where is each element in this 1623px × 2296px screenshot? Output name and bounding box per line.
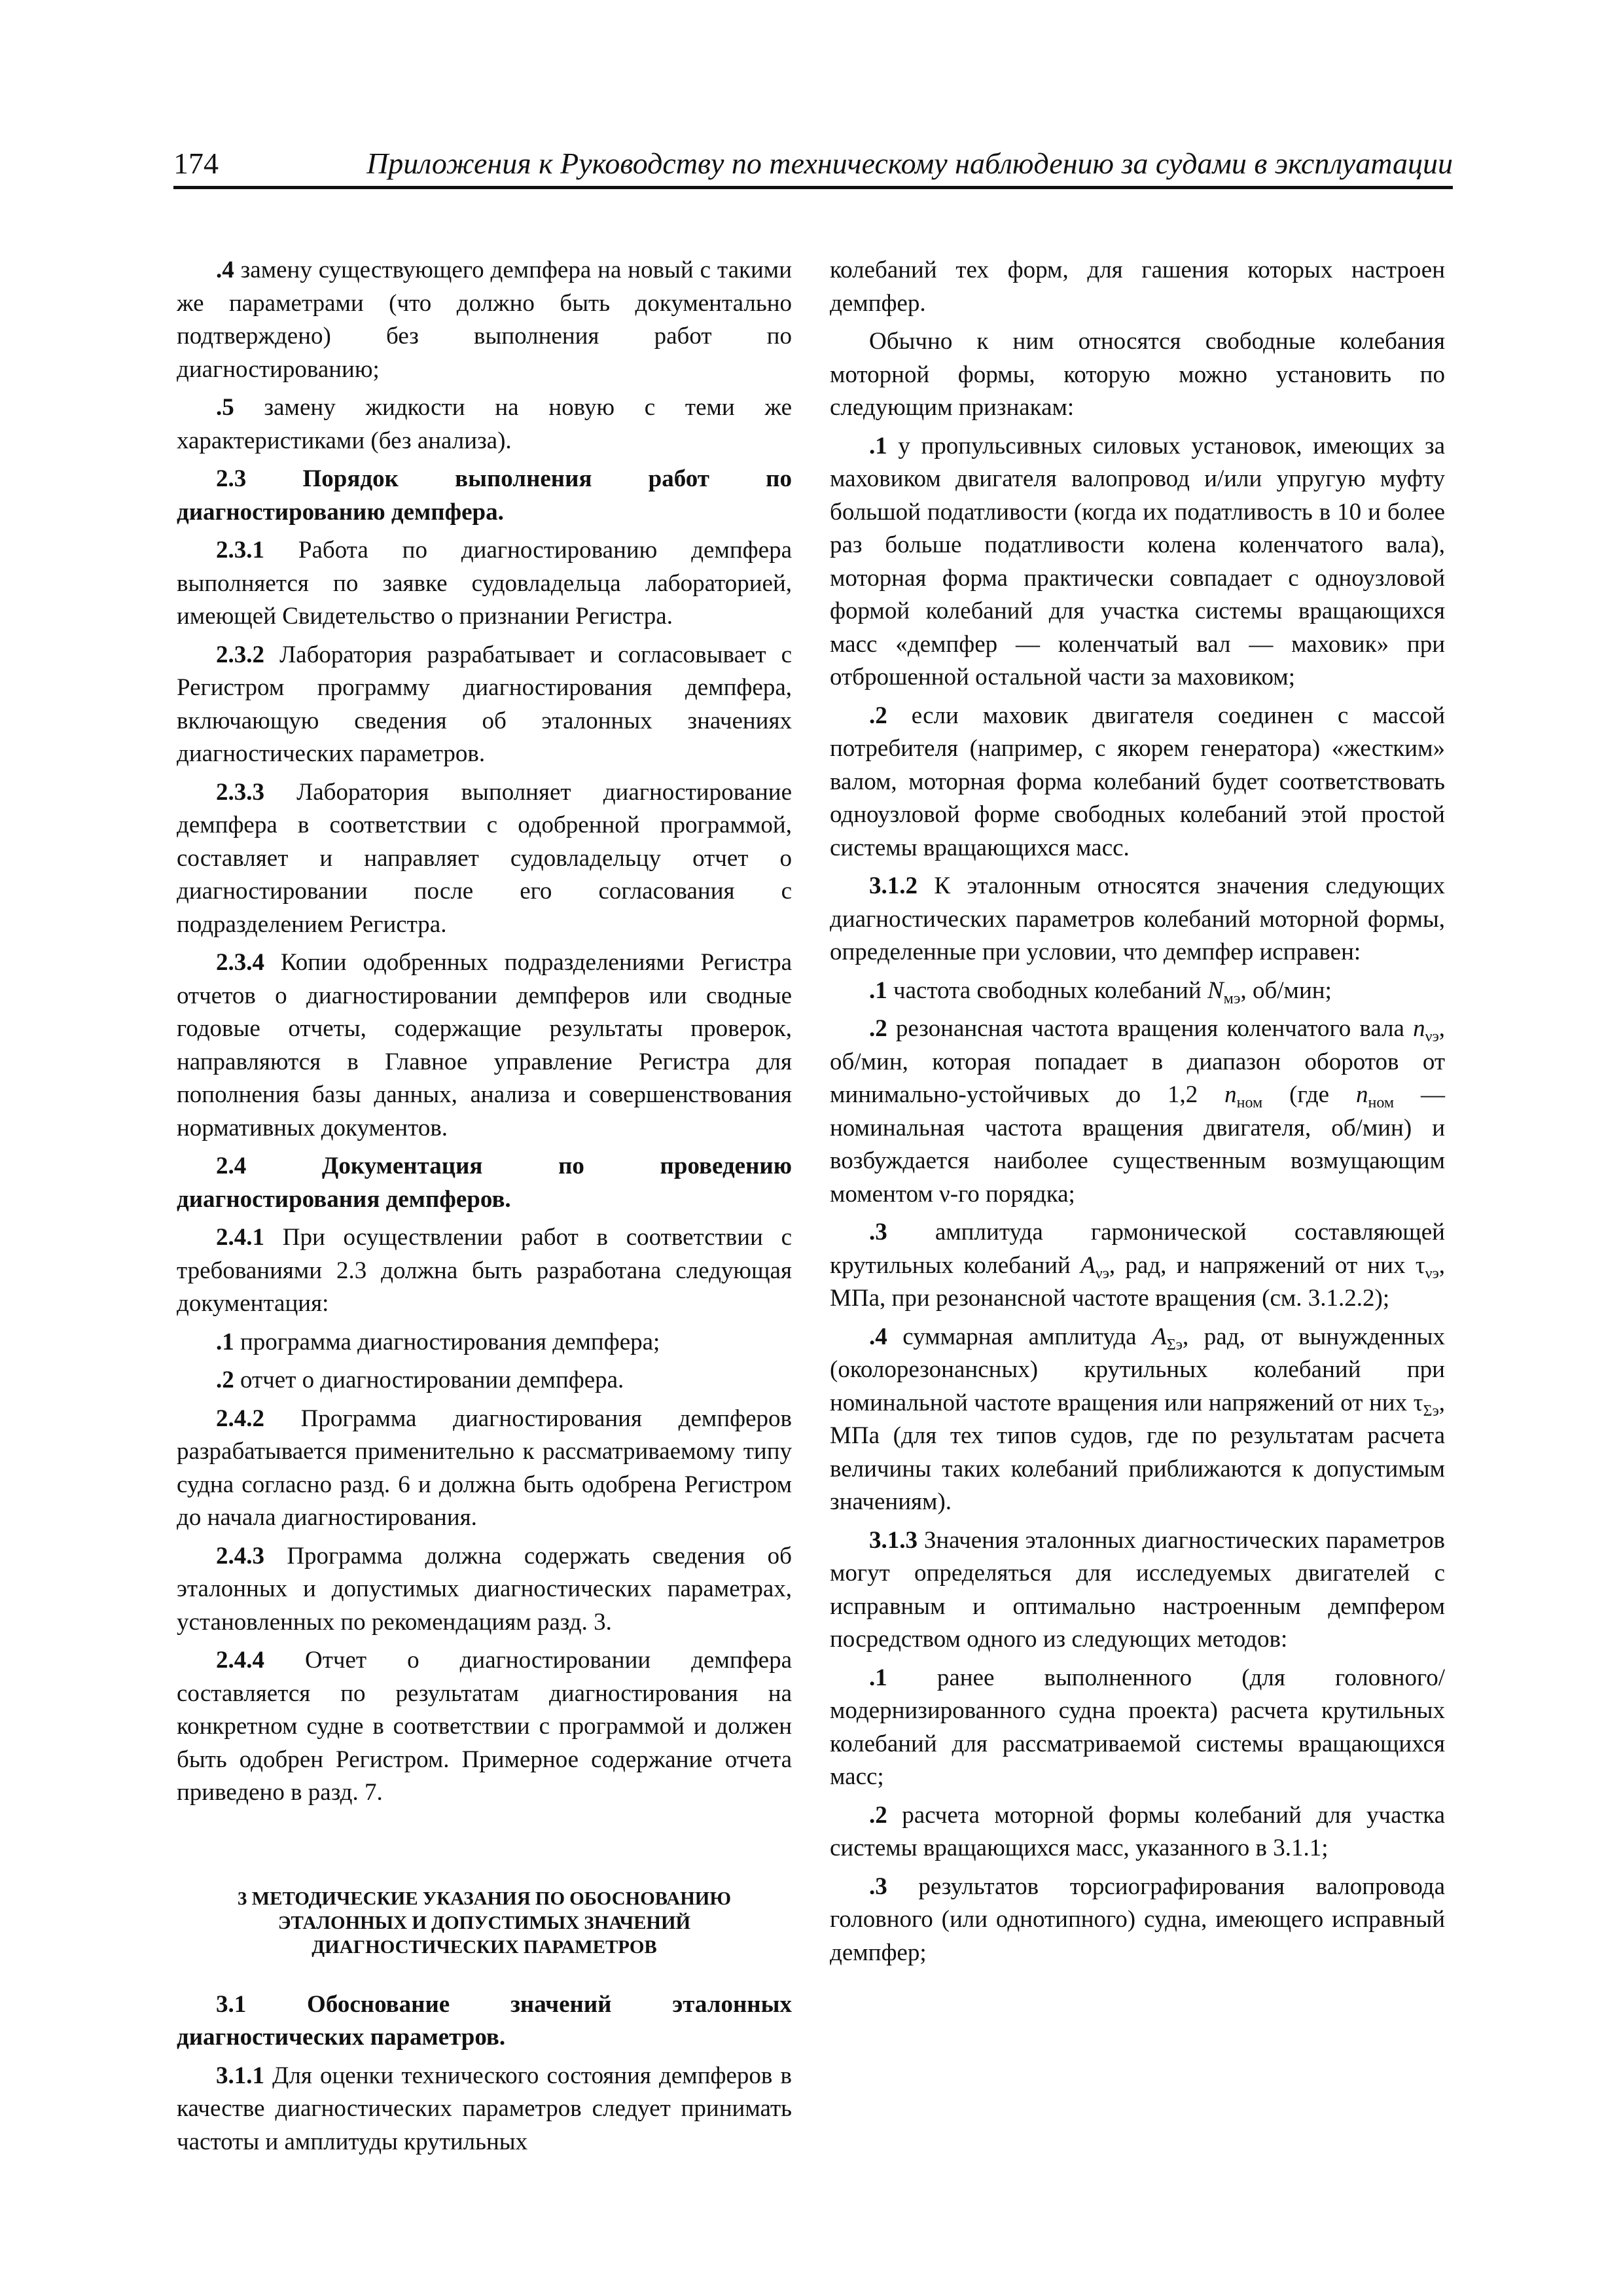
paragraph-text: Работа по диагностированию демпфера выполняется по заявке судовладельца лабораторией, имеющей Свидетельство о признании Регистра. <box>177 537 792 630</box>
clause-number: 3.1.1 <box>216 2062 264 2089</box>
paragraph-text: , об/мин, которая попадает в диапазон оборотов от минимально-устойчивых до 1,2 <box>830 1015 1445 1108</box>
symbol: A <box>1152 1323 1167 1350</box>
symbol-subscript: мэ <box>1223 990 1241 1007</box>
paragraph-text: Копии одобренных подразделениями Регистра отчетов о диагностировании демпферов или сводные годовые отчеты, содержащие результаты проверок, направляются в Главное управление Регистра для пополнения базы данных, анализа и совершенствования нормативных документов. <box>177 949 792 1141</box>
item-number: .3 <box>869 1219 887 1246</box>
paragraph <box>177 776 792 942</box>
paragraph-text: Программа диагностирования демпферов разрабатывается применительно к рассматриваемому типу судна согласно разд. 6 и должна быть одобрена Регистром до начала диагностирования. <box>177 1405 792 1531</box>
section-heading-line: ЭТАЛОННЫХ И ДОПУСТИМЫХ ЗНАЧЕНИЙ <box>277 1912 691 1933</box>
item-number: .4 <box>216 257 234 283</box>
list-item <box>830 1216 1445 1316</box>
paragraph-text: расчета моторной формы колебаний для участка системы вращающихся масс, указанного в 3.1.1; <box>830 1801 1445 1861</box>
clause-number: 3.1.2 <box>869 872 918 899</box>
item-number: .2 <box>869 702 887 729</box>
list-item <box>830 430 1445 694</box>
paragraph-text: Программа должна содержать сведения об эталонных и допустимых диагностических параметрах, установленных по рекомендациям разд. 3. <box>177 1542 792 1636</box>
item-number: .1 <box>869 977 887 1004</box>
item-number: .5 <box>216 394 234 421</box>
subsection-heading-2-4: 2.4 Документация по проведению диагностирования демпферов. <box>177 1153 792 1213</box>
list-item <box>830 1013 1445 1211</box>
clause-number: 2.3.3 <box>216 778 264 806</box>
right-column <box>830 254 1445 1975</box>
symbol-subscript: Σэ <box>1166 1336 1183 1354</box>
paragraph-text: , МПа (для тех типов судов, где по результатам расчета величины таких колебаний приближаются к допустимым значениям). <box>830 1389 1445 1515</box>
clause-number: 2.3.4 <box>216 949 264 976</box>
paragraph-text: Обычно к ним относятся свободные колебания моторной формы, которую можно установить по следующим признакам: <box>830 328 1445 421</box>
paragraph-text: резонансная частота вращения коленчатого вала <box>887 1015 1414 1042</box>
symbol-subscript: ном <box>1368 1094 1395 1111</box>
paragraph <box>177 1540 792 1640</box>
clause-number: 2.4.4 <box>216 1647 264 1674</box>
paragraph-text: , рад, от вынужденных (околорезонансных) крутильных колебаний при номинальной частоте вращения или напряжений от них τ <box>830 1323 1445 1416</box>
paragraph-text: замену жидкости на новую с теми же характеристиками (без анализа). <box>177 394 792 454</box>
paragraph-text: замену существующего демпфера на новый с такими же параметрами (что должно быть документально подтверждено) без выполнения работ по диагностированию; <box>177 257 792 383</box>
symbol-subscript: νэ <box>1095 1265 1109 1282</box>
paragraph-text: К эталонным относятся значения следующих диагностических параметров колебаний моторной формы, определенные при условии, что демпфер исправен: <box>830 872 1445 965</box>
paragraph-text: , МПа, при резонансной частоте вращения (см. 3.1.2.2); <box>830 1251 1445 1312</box>
paragraph-text: суммарная амплитуда <box>887 1323 1152 1350</box>
list-item <box>830 1871 1445 1970</box>
item-number: .1 <box>869 432 887 459</box>
paragraph-text: , рад, и напряжений от них τ <box>1109 1251 1425 1279</box>
paragraph-text: При осуществлении работ в соответствии с требованиями 2.3 должна быть разработана следующая документация: <box>177 1224 792 1317</box>
paragraph-text: амплитуда гармонической составляющей крутильных колебаний <box>830 1219 1445 1279</box>
page-number: 174 <box>173 147 219 180</box>
paragraph-text: Отчет о диагностировании демпфера составляется по результатам диагностирования на конкретном судне в соответствии с программой и должен быть одобрен Регистром. Примерное содержание отчета приведено в разд. 7. <box>177 1647 792 1806</box>
item-number: .1 <box>216 1328 234 1355</box>
paragraph-text: частота свободных колебаний <box>887 977 1207 1004</box>
list-item <box>830 1321 1445 1519</box>
section-heading-line: 3 МЕТОДИЧЕСКИЕ УКАЗАНИЯ ПО ОБОСНОВАНИЮ <box>238 1888 731 1909</box>
paragraph <box>177 254 792 386</box>
paragraph-text: Значения эталонных диагностических параметров могут определяться для исследуемых двигателей с исправным и оптимально настроенным демпфером посредством одного из следующих методов: <box>830 1526 1445 1653</box>
list-item <box>830 1662 1445 1794</box>
running-title: Приложения к Руководству по техническому наблюдению за судами в эксплуатации <box>366 147 1453 180</box>
item-number: .4 <box>869 1323 887 1350</box>
item-number: .2 <box>216 1367 234 1393</box>
list-item <box>830 1799 1445 1865</box>
paragraph-text: у пропульсивных силовых установок, имеющих за маховиком двигателя валопровод и/или упругую муфту большой податливости (когда их податливость в 10 и более раз больше податливости колена коленчатого вала), моторная форма практически совпадает с одноузловой формой колебаний для участка системы вращающихся масс «демпфер — коленчатый вал — маховик» при отброшенной остальной части за маховиком; <box>830 432 1445 691</box>
clause-number: 3.1.3 <box>869 1526 918 1554</box>
paragraph <box>177 1221 792 1321</box>
paragraph-text: Лаборатория разрабатывает и согласовывает с Регистром программу диагностирования демпфера, включающую сведения об эталонных значениях диагностических параметров. <box>177 641 792 767</box>
list-item <box>830 700 1445 865</box>
paragraph <box>830 1524 1445 1657</box>
item-number: .3 <box>869 1873 887 1900</box>
subsection-heading-2-3: 2.3 Порядок выполнения работ по диагностированию демпфера. <box>177 465 792 526</box>
paragraph-text: отчет о диагностировании демпфера. <box>234 1367 624 1393</box>
section-heading-line: ДИАГНОСТИЧЕСКИХ ПАРАМЕТРОВ <box>312 1936 657 1958</box>
list-item <box>830 975 1445 1008</box>
section-3-heading <box>177 1887 792 1960</box>
symbol-subscript: Σэ <box>1423 1402 1439 1420</box>
paragraph-text: колебаний тех форм, для гашения которых настроен демпфер. <box>830 257 1445 317</box>
paragraph-text: Лаборатория выполняет диагностирование демпфера в соответствии с одобренной программой, составляет и направляет судовладельцу отчет о диагностировании после его согласования с подразделением Регистра. <box>177 778 792 938</box>
symbol-subscript: νэ <box>1425 1028 1439 1045</box>
item-number: .2 <box>869 1801 887 1829</box>
paragraph-text: результатов торсиографирования валопровода головного (или однотипного) судна, имеющего исправный демпфер; <box>830 1873 1445 1966</box>
page-header <box>173 143 1453 189</box>
paragraph <box>177 534 792 634</box>
list-item <box>177 1364 792 1397</box>
paragraph-text: если маховик двигателя соединен с массой потребителя (например, с якорем генератора) «жестким» валом, моторная форма колебаний будет соответствовать одноузловой форме свободных колебаний этой простой системы вращающихся масс. <box>830 702 1445 861</box>
symbol: n <box>1224 1081 1237 1108</box>
clause-number: 2.3.1 <box>216 537 264 564</box>
paragraph-text: программа диагностирования демпфера; <box>234 1328 660 1355</box>
symbol: A <box>1080 1251 1096 1279</box>
left-column <box>177 254 792 2164</box>
symbol-subscript: ном <box>1236 1094 1263 1111</box>
paragraph <box>177 1644 792 1810</box>
item-number: .1 <box>869 1664 887 1691</box>
list-item <box>177 1326 792 1359</box>
symbol: N <box>1207 977 1224 1004</box>
clause-number: 2.4.3 <box>216 1542 264 1570</box>
paragraph <box>830 325 1445 425</box>
clause-number: 2.3.2 <box>216 641 264 668</box>
paragraph-text: (где <box>1262 1081 1356 1108</box>
clause-number: 2.4.1 <box>216 1224 264 1251</box>
symbol: n <box>1413 1015 1425 1042</box>
paragraph-text: , об/мин; <box>1240 977 1332 1004</box>
paragraph <box>177 1403 792 1535</box>
symbol-subscript: νэ <box>1425 1265 1439 1282</box>
paragraph <box>177 946 792 1145</box>
symbol: n <box>1356 1081 1368 1108</box>
paragraph <box>830 254 1445 320</box>
subsection-heading-3-1: 3.1 Обоснование значений эталонных диагностических параметров. <box>177 1990 792 2051</box>
paragraph-text: ранее выполненного (для головного/модернизированного судна проекта) расчета крутильных колебаний для рассматриваемой системы вращающихся масс; <box>830 1664 1445 1790</box>
paragraph <box>830 870 1445 969</box>
paragraph-text: Для оценки технического состояния демпферов в качестве диагностических параметров следует принимать частоты и амплитуды крутильных <box>177 2062 792 2155</box>
paragraph-text: — номинальная частота вращения двигателя, об/мин) и возбуждается наиболее существенным возмущающим моментом ν-го порядка; <box>830 1081 1445 1208</box>
paragraph <box>177 391 792 457</box>
paragraph <box>177 2060 792 2159</box>
item-number: .2 <box>869 1015 887 1042</box>
clause-number: 2.4.2 <box>216 1405 264 1432</box>
paragraph <box>177 639 792 771</box>
